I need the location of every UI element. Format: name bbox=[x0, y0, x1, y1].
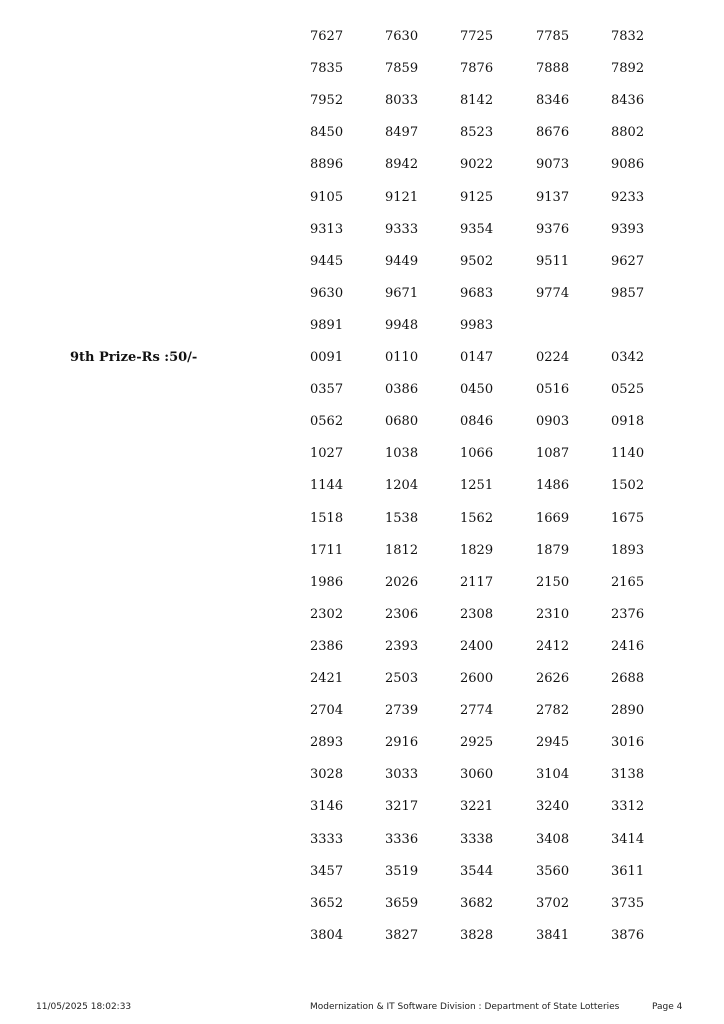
ticket-number: 9948 bbox=[385, 317, 419, 333]
ticket-number: 2704 bbox=[310, 703, 344, 719]
ticket-number: 3804 bbox=[310, 927, 344, 943]
ticket-number: 2688 bbox=[611, 671, 645, 686]
ticket-number: 3312 bbox=[611, 799, 645, 815]
ticket-number: 9627 bbox=[611, 253, 645, 269]
ticket-number: 9086 bbox=[611, 157, 645, 173]
ticket-number: 3028 bbox=[310, 767, 344, 783]
ticket-number: 9857 bbox=[611, 285, 645, 301]
ticket-number: 2306 bbox=[385, 606, 419, 622]
ticket-number: 9671 bbox=[385, 285, 419, 301]
ticket-number: 3138 bbox=[611, 767, 645, 783]
ticket-number: 2421 bbox=[310, 671, 344, 686]
ticket-number: 2165 bbox=[611, 574, 645, 590]
ticket-number: 7888 bbox=[536, 61, 570, 77]
ticket-number: 1986 bbox=[310, 574, 344, 590]
ticket-number: 0147 bbox=[460, 350, 494, 365]
ticket-number: 1204 bbox=[385, 478, 419, 494]
ticket-number: 2302 bbox=[310, 606, 344, 622]
ticket-number: 3827 bbox=[385, 927, 419, 943]
ticket-number: 3408 bbox=[536, 831, 570, 847]
ticket-number: 7630 bbox=[385, 29, 419, 44]
ticket-number: 2310 bbox=[536, 606, 570, 622]
ticket-number: 2945 bbox=[536, 735, 570, 751]
ticket-number: 0846 bbox=[460, 414, 494, 430]
ticket-number: 9393 bbox=[611, 221, 645, 237]
ticket-number: 0357 bbox=[310, 382, 344, 398]
ticket-number: 2600 bbox=[460, 671, 494, 686]
ticket-number: 1562 bbox=[460, 510, 494, 526]
ticket-number: 9137 bbox=[536, 189, 570, 205]
ticket-number: 9333 bbox=[385, 221, 419, 237]
ticket-number: 9774 bbox=[536, 285, 570, 301]
ticket-number: 3336 bbox=[385, 831, 419, 847]
ticket-number: 7952 bbox=[310, 93, 344, 109]
ticket-number: 3221 bbox=[460, 799, 494, 815]
ticket-number: 2416 bbox=[611, 638, 645, 654]
ticket-number: 2893 bbox=[310, 735, 344, 751]
ticket-number: 3876 bbox=[611, 927, 645, 943]
ticket-number: 9125 bbox=[460, 189, 494, 205]
ticket-number: 9121 bbox=[385, 189, 419, 205]
ticket-number: 3240 bbox=[536, 799, 570, 815]
ticket-number: 7627 bbox=[310, 29, 344, 44]
ticket-number: 8436 bbox=[611, 93, 645, 109]
ticket-number: 8942 bbox=[385, 157, 419, 173]
ticket-number: 1251 bbox=[460, 478, 494, 494]
ticket-number: 8346 bbox=[536, 93, 570, 109]
ticket-number: 9313 bbox=[310, 221, 344, 237]
ticket-number: 1711 bbox=[310, 542, 344, 558]
ticket-number: 9511 bbox=[536, 253, 570, 269]
ticket-number: 3702 bbox=[536, 895, 570, 911]
ticket-number: 0903 bbox=[536, 414, 570, 430]
ticket-number: 1518 bbox=[310, 510, 344, 526]
ticket-number: 0342 bbox=[611, 350, 645, 365]
ticket-number: 3828 bbox=[460, 927, 494, 943]
ticket-number: 0525 bbox=[611, 382, 645, 398]
ticket-number: 3682 bbox=[460, 895, 494, 911]
ticket-number: 8142 bbox=[460, 93, 494, 109]
ticket-number: 3146 bbox=[310, 799, 344, 815]
ticket-number: 1502 bbox=[611, 478, 645, 494]
ticket-number: 1140 bbox=[611, 446, 645, 462]
footer-timestamp: 11/05/2025 18:02:33 bbox=[36, 1002, 132, 1012]
ticket-number: 2626 bbox=[536, 671, 570, 686]
ticket-number: 2503 bbox=[385, 671, 419, 686]
ticket-number: 9233 bbox=[611, 189, 645, 205]
ticket-number: 2739 bbox=[385, 703, 419, 719]
ticket-number: 3735 bbox=[611, 895, 645, 911]
ticket-number: 9376 bbox=[536, 221, 570, 237]
ticket-number: 9683 bbox=[460, 285, 494, 301]
ticket-number: 1066 bbox=[460, 446, 494, 462]
ticket-number: 8523 bbox=[460, 125, 494, 141]
ticket-number: 2386 bbox=[310, 638, 344, 654]
ticket-number: 9502 bbox=[460, 253, 494, 269]
ticket-number: 3457 bbox=[310, 863, 344, 879]
ticket-number: 9983 bbox=[460, 317, 494, 333]
ticket-number: 1538 bbox=[385, 510, 419, 526]
ticket-number: 3333 bbox=[310, 831, 344, 847]
ticket-number: 8497 bbox=[385, 125, 419, 141]
ticket-number: 2925 bbox=[460, 735, 494, 751]
ticket-number: 0091 bbox=[310, 350, 344, 365]
ticket-number: 2890 bbox=[611, 703, 645, 719]
ticket-number: 7785 bbox=[536, 29, 570, 44]
ticket-number: 7832 bbox=[611, 29, 645, 44]
ticket-number: 9445 bbox=[310, 253, 344, 269]
ticket-number: 1893 bbox=[611, 542, 645, 558]
ticket-number: 8896 bbox=[310, 157, 344, 173]
ticket-number: 2117 bbox=[460, 574, 494, 590]
ticket-number: 7835 bbox=[310, 61, 344, 77]
ticket-number: 0562 bbox=[310, 414, 344, 430]
ticket-number: 1829 bbox=[460, 542, 494, 558]
ticket-number: 9449 bbox=[385, 253, 419, 269]
ticket-number: 2308 bbox=[460, 606, 494, 622]
ticket-number: 3104 bbox=[536, 767, 570, 783]
ticket-number: 1144 bbox=[310, 478, 344, 494]
ticket-number: 2774 bbox=[460, 703, 494, 719]
ticket-number: 0110 bbox=[385, 350, 419, 365]
ticket-number: 3033 bbox=[385, 767, 419, 783]
ticket-number: 7725 bbox=[460, 29, 494, 44]
ticket-number: 9630 bbox=[310, 285, 344, 301]
footer-page-number: Page 4 bbox=[652, 1002, 683, 1012]
ticket-number: 3217 bbox=[385, 799, 419, 815]
ticket-number: 1038 bbox=[385, 446, 419, 462]
ticket-number: 3560 bbox=[536, 863, 570, 879]
ticket-number: 0386 bbox=[385, 382, 419, 398]
ninth-prize-label: 9th Prize-Rs :50/- bbox=[70, 350, 198, 365]
page-footer bbox=[0, 999, 724, 1015]
ticket-number: 3338 bbox=[460, 831, 494, 847]
ticket-number: 0516 bbox=[536, 382, 570, 398]
ticket-number: 3414 bbox=[611, 831, 645, 847]
ticket-number: 7859 bbox=[385, 61, 419, 77]
ticket-number: 3659 bbox=[385, 895, 419, 911]
ticket-number: 2412 bbox=[536, 638, 570, 654]
ticket-number: 2026 bbox=[385, 574, 419, 590]
ticket-number: 8450 bbox=[310, 125, 344, 141]
ticket-number: 7892 bbox=[611, 61, 645, 77]
ticket-number: 2782 bbox=[536, 703, 570, 719]
ticket-number: 1675 bbox=[611, 510, 645, 526]
ticket-number: 1879 bbox=[536, 542, 570, 558]
ticket-number: 3016 bbox=[611, 735, 645, 751]
ticket-number: 2376 bbox=[611, 606, 645, 622]
ticket-number: 8676 bbox=[536, 125, 570, 141]
ticket-number: 3841 bbox=[536, 927, 570, 943]
ticket-number: 2400 bbox=[460, 638, 494, 654]
ticket-number: 3060 bbox=[460, 767, 494, 783]
ticket-number: 3611 bbox=[611, 863, 645, 879]
ticket-number: 9073 bbox=[536, 157, 570, 173]
ticket-number: 3544 bbox=[460, 863, 494, 879]
ticket-number: 8033 bbox=[385, 93, 419, 109]
ticket-number: 1486 bbox=[536, 478, 570, 494]
ticket-number: 2916 bbox=[385, 735, 419, 751]
ticket-number: 3652 bbox=[310, 895, 344, 911]
ticket-number: 9105 bbox=[310, 189, 344, 205]
ticket-number: 0224 bbox=[536, 350, 570, 365]
ticket-number: 3519 bbox=[385, 863, 419, 879]
ticket-number: 2150 bbox=[536, 574, 570, 590]
ticket-number: 9354 bbox=[460, 221, 494, 237]
ticket-number: 1812 bbox=[385, 542, 419, 558]
ticket-number: 8802 bbox=[611, 125, 645, 141]
ticket-number: 1669 bbox=[536, 510, 570, 526]
ticket-number: 1087 bbox=[536, 446, 570, 462]
ticket-number: 9891 bbox=[310, 317, 344, 333]
ticket-number: 0918 bbox=[611, 414, 645, 430]
ticket-number: 9022 bbox=[460, 157, 494, 173]
ticket-number: 0680 bbox=[385, 414, 419, 430]
ticket-number: 1027 bbox=[310, 446, 344, 462]
ticket-number: 0450 bbox=[460, 382, 494, 398]
ticket-number: 2393 bbox=[385, 638, 419, 654]
ticket-number: 7876 bbox=[460, 61, 494, 77]
footer-organization: Modernization & IT Software Division : Department of State Lotteries bbox=[310, 1002, 620, 1012]
